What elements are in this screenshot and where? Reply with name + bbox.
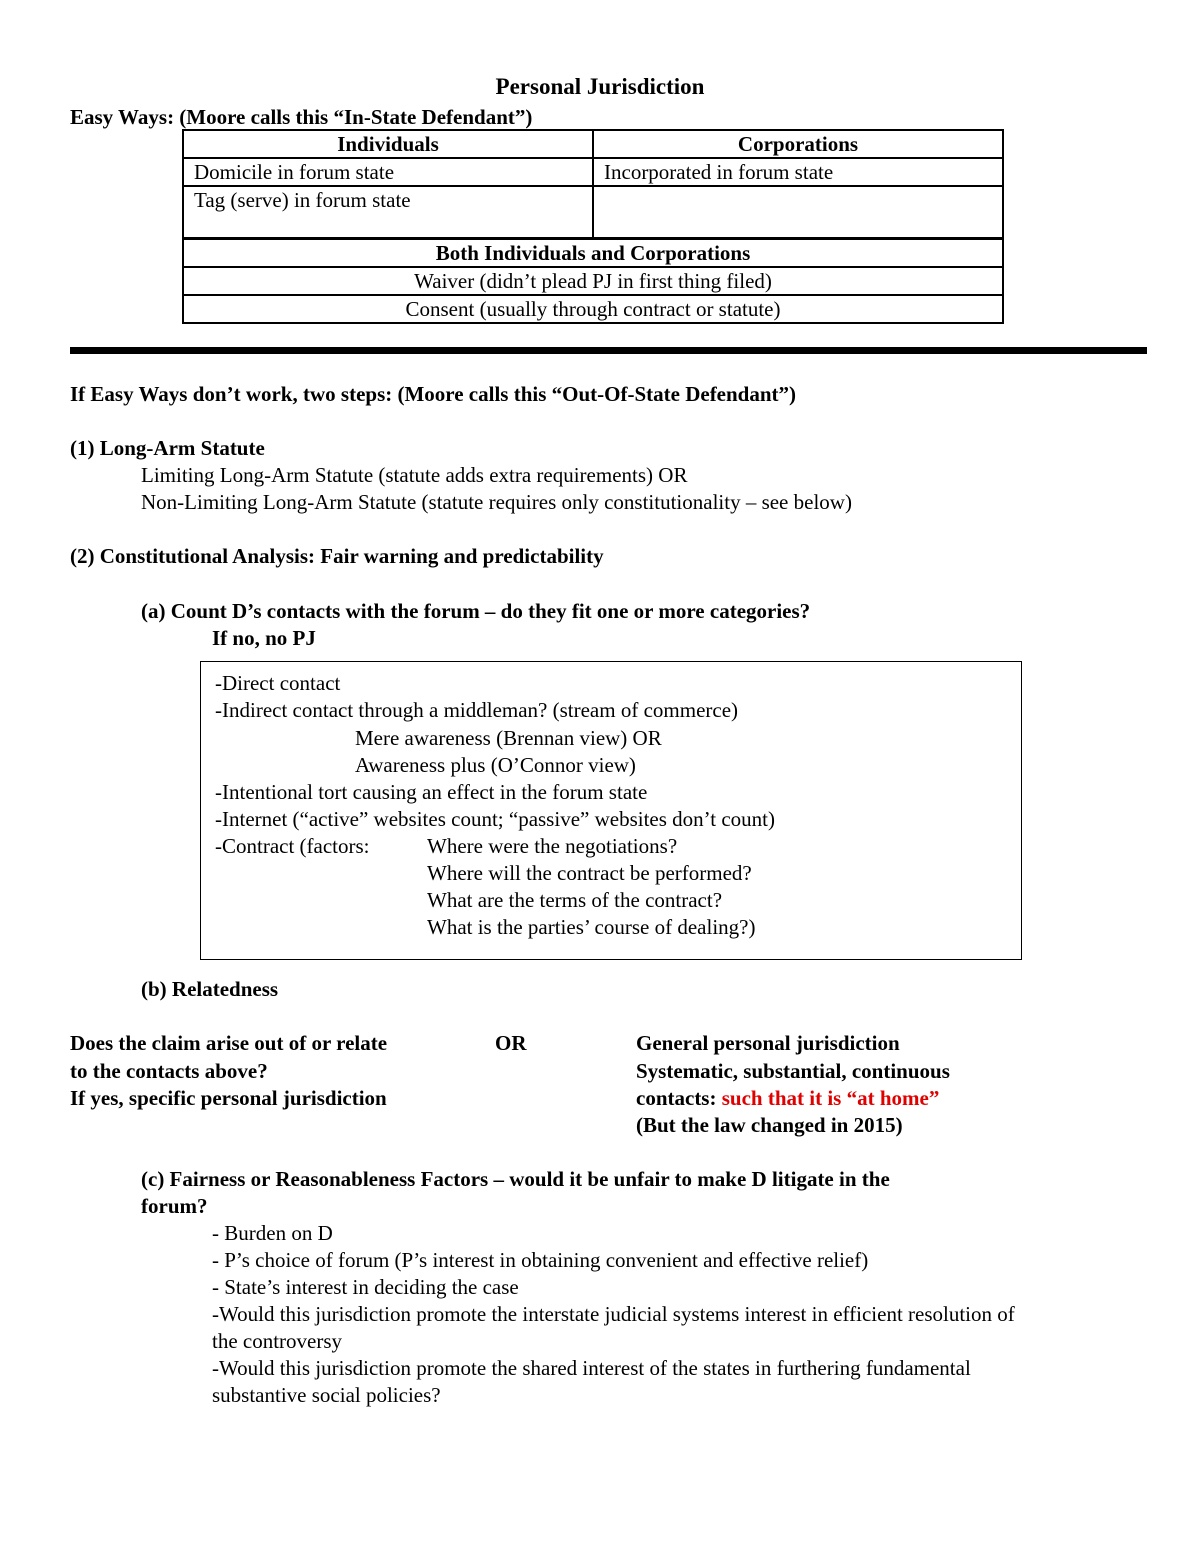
contacts-heading: (a) Count D’s contacts with the forum – do they fit one or more categories? <box>141 599 811 623</box>
specific-pj-text: to the contacts above? <box>70 1059 268 1083</box>
fairness-factor: -Would this jurisdiction promote the shared interest of the states in furthering fundamental <box>212 1356 971 1380</box>
table-row <box>183 295 1003 323</box>
at-home-highlight: such that it is “at home” <box>721 1086 940 1110</box>
general-pj-text: General personal jurisdiction <box>636 1031 900 1055</box>
specific-pj-text: Does the claim arise out of or relate <box>70 1031 388 1055</box>
page-title: Personal Jurisdiction <box>495 74 705 99</box>
col-individuals-header: Individuals <box>183 130 593 158</box>
contract-factor: What is the parties’ course of dealing?) <box>427 915 756 939</box>
table-row <box>183 267 1003 295</box>
specific-pj-text: If yes, specific personal jurisdiction <box>70 1086 387 1110</box>
two-steps-heading: If Easy Ways don’t work, two steps: (Moore calls this “Out-Of-State Defendant”) <box>70 382 797 406</box>
section-divider <box>70 347 1147 354</box>
fairness-factor: - State’s interest in deciding the case <box>212 1275 519 1299</box>
table-cell: Incorporated in forum state <box>593 158 1003 186</box>
contact-item: -Intentional tort causing an effect in the forum state <box>215 780 648 804</box>
contact-item: -Indirect contact through a middleman? (stream of commerce) <box>215 698 739 722</box>
contact-item: -Direct contact <box>215 671 341 695</box>
easy-ways-heading: Easy Ways: (Moore calls this “In-State Defendant”) <box>70 105 533 129</box>
contract-factor: What are the terms of the contract? <box>427 888 723 912</box>
long-arm-line: Limiting Long-Arm Statute (statute adds extra requirements) OR <box>141 463 688 487</box>
table-row <box>183 158 1003 186</box>
contact-subitem: Awareness plus (O’Connor view) <box>355 753 636 777</box>
fairness-factor: - P’s choice of forum (P’s interest in obtaining convenient and effective relief) <box>212 1248 869 1272</box>
fairness-heading: (c) Fairness or Reasonableness Factors – would it be unfair to make D litigate in the <box>141 1167 890 1191</box>
table-cell: Waiver (didn’t plead PJ in first thing filed) <box>183 267 1003 295</box>
both-heading-cell: Both Individuals and Corporations <box>183 239 1003 268</box>
fairness-factor: - Burden on D <box>212 1221 333 1245</box>
general-pj-text: Systematic, substantial, continuous <box>636 1059 950 1083</box>
table-row <box>183 186 1003 239</box>
or-separator: OR <box>495 1031 527 1055</box>
contacts-subheading: If no, no PJ <box>212 626 316 650</box>
general-pj-text <box>636 1085 939 1111</box>
contacts-label: contacts: <box>636 1086 717 1110</box>
table-cell: Consent (usually through contract or statute) <box>183 295 1003 323</box>
table-cell <box>593 186 1003 239</box>
constitutional-heading: (2) Constitutional Analysis: Fair warning and predictability <box>70 544 604 568</box>
fairness-factor: -Would this jurisdiction promote the interstate judicial systems interest in efficient resolution of <box>212 1302 1015 1326</box>
long-arm-line: Non-Limiting Long-Arm Statute (statute requires only constitutionality – see below) <box>141 490 852 514</box>
easy-ways-table <box>182 129 1004 324</box>
table-header-row <box>183 130 1003 158</box>
contact-item: -Contract (factors: <box>215 834 370 858</box>
general-pj-text: (But the law changed in 2015) <box>636 1113 903 1137</box>
contact-subitem: Mere awareness (Brennan view) OR <box>355 726 662 750</box>
contact-item: -Internet (“active” websites count; “passive” websites don’t count) <box>215 807 775 831</box>
contract-factor: Where were the negotiations? <box>427 834 678 858</box>
long-arm-heading: (1) Long-Arm Statute <box>70 436 265 460</box>
fairness-heading: forum? <box>141 1194 208 1218</box>
col-corporations-header: Corporations <box>593 130 1003 158</box>
table-cell: Domicile in forum state <box>183 158 593 186</box>
table-row <box>183 239 1003 268</box>
fairness-factor: the controversy <box>212 1329 343 1353</box>
relatedness-heading: (b) Relatedness <box>141 977 279 1001</box>
table-cell: Tag (serve) in forum state <box>183 186 593 239</box>
fairness-factor: substantive social policies? <box>212 1383 441 1407</box>
contract-factor: Where will the contract be performed? <box>427 861 752 885</box>
